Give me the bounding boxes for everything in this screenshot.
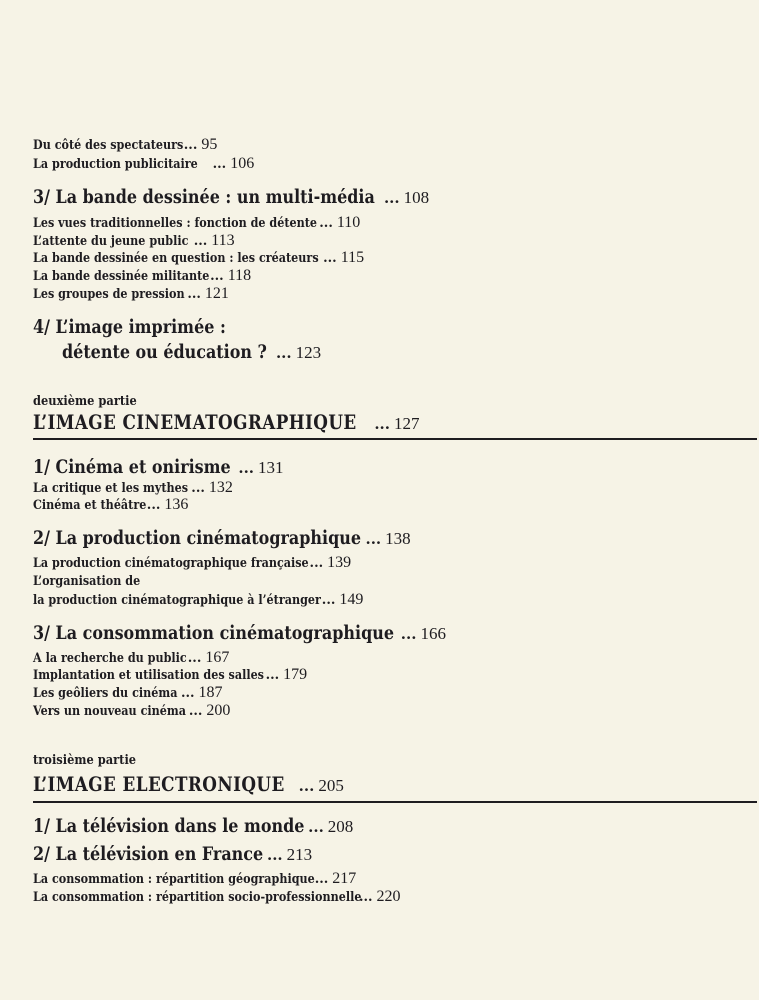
chapter-title: 2/ La télévision en France <box>33 843 264 865</box>
part-heading <box>33 410 419 434</box>
part-label-text: deuxième partie <box>33 394 137 409</box>
entry-title: Les groupes de pression <box>33 287 185 302</box>
page-number: 95 <box>201 136 218 153</box>
toc-entry <box>33 870 356 888</box>
page-number: 167 <box>205 649 230 666</box>
page-number: 136 <box>164 496 189 513</box>
toc-chapter <box>33 186 429 208</box>
leader-dots: ... <box>193 234 208 249</box>
section-divider <box>33 438 757 440</box>
entry-title: La critique et les mythes <box>33 481 189 496</box>
entry-title: L’attente du jeune public <box>33 234 189 249</box>
toc-chapter <box>33 843 312 865</box>
entry-title: Les geôliers du cinéma <box>33 686 178 701</box>
page-number: 118 <box>227 267 252 284</box>
toc-entry-line2 <box>33 591 363 609</box>
toc-entry <box>33 649 229 667</box>
entry-title: La production cinématographique française <box>33 556 309 571</box>
leader-dots: ... <box>212 157 227 172</box>
page-number: 138 <box>385 529 411 548</box>
toc-chapter <box>33 527 411 549</box>
leader-dots: ... <box>358 890 373 905</box>
leader-dots: ... <box>266 846 283 864</box>
toc-entry <box>33 684 223 702</box>
leader-dots: ... <box>321 593 336 608</box>
entry-title: Les vues traditionnelles : fonction de détente <box>33 216 318 231</box>
page-number: 205 <box>318 776 344 795</box>
entry-title: La consommation : répartition socio-professionnelle <box>33 890 362 905</box>
leader-dots: ... <box>309 556 324 571</box>
leader-dots: ... <box>383 189 400 207</box>
toc-chapter-continued <box>62 341 321 363</box>
toc-entry <box>33 479 233 497</box>
page-number: 123 <box>295 343 322 362</box>
chapter-title: 1/ La télévision dans le monde <box>33 815 305 837</box>
page-number: 200 <box>206 702 231 719</box>
page-number: 217 <box>332 870 357 887</box>
entry-title: La bande dessinée en question : les créateurs <box>33 251 319 266</box>
page-number: 115 <box>340 249 365 266</box>
page-number: 121 <box>204 285 229 302</box>
part-label <box>33 751 150 769</box>
toc-entry <box>33 554 351 572</box>
leader-dots: ... <box>187 651 202 666</box>
toc-entry <box>33 496 188 514</box>
entry-title: Cinéma et théâtre <box>33 498 147 513</box>
toc-entry <box>33 155 254 173</box>
chapter-title-line1: 4/ L’image imprimée : <box>33 316 226 338</box>
toc-entry <box>33 702 230 720</box>
chapter-title: 3/ La consommation cinématographique <box>33 622 395 644</box>
chapter-title: 2/ La production cinématographique <box>33 527 361 549</box>
entry-title: Implantation et utilisation des salles <box>33 668 264 683</box>
leader-dots: ... <box>188 704 203 719</box>
entry-title: La bande dessinée militante <box>33 269 210 284</box>
part-label-text: troisième partie <box>33 753 137 768</box>
entry-title: L’organisation de <box>33 574 141 589</box>
toc-entry <box>33 214 360 232</box>
page-number: 179 <box>283 666 308 683</box>
part-title: L’IMAGE CINEMATOGRAPHIQUE <box>33 410 357 434</box>
toc-entry <box>33 267 251 285</box>
leader-dots: ... <box>298 777 315 795</box>
leader-dots: ... <box>323 251 337 266</box>
leader-dots: ... <box>265 668 280 683</box>
entry-title: La consommation : répartition géographique <box>33 872 315 887</box>
leader-dots: ... <box>183 138 198 153</box>
page-number: 139 <box>327 554 352 571</box>
toc-entry <box>33 136 217 154</box>
leader-dots: ... <box>275 344 292 362</box>
leader-dots: ... <box>187 287 201 302</box>
leader-dots: ... <box>191 481 205 496</box>
entry-title: La production publicitaire <box>33 157 198 172</box>
page-number: 106 <box>230 155 255 172</box>
page-number: 166 <box>420 624 446 643</box>
leader-dots: ... <box>365 530 382 548</box>
page-number: 110 <box>336 214 361 231</box>
chapter-title-line2: détente ou éducation ? <box>62 341 267 363</box>
leader-dots: ... <box>308 818 324 836</box>
leader-dots: ... <box>238 459 255 477</box>
chapter-title: 3/ La bande dessinée : un multi-média <box>33 186 375 208</box>
leader-dots: ... <box>146 498 161 513</box>
leader-dots: ... <box>210 269 224 284</box>
entry-title: la production cinématographique à l’étranger <box>33 593 321 608</box>
toc-chapter <box>33 622 446 644</box>
toc-chapter <box>33 456 284 478</box>
toc-entry <box>33 888 401 906</box>
page-number: 208 <box>327 817 354 836</box>
part-title: L’IMAGE ELECTRONIQUE <box>33 772 285 796</box>
toc-entry <box>33 232 235 250</box>
page-number: 187 <box>198 684 223 701</box>
entry-title: Du côté des spectateurs <box>33 138 184 153</box>
page-number: 108 <box>403 188 430 207</box>
entry-title: A la recherche du public <box>33 651 187 666</box>
leader-dots: ... <box>319 216 333 231</box>
toc-entry-line1 <box>33 572 158 590</box>
entry-title: Vers un nouveau cinéma <box>33 704 186 719</box>
page-number: 131 <box>258 458 284 477</box>
part-label <box>33 392 151 410</box>
toc-entry <box>33 285 229 303</box>
leader-dots: ... <box>374 415 390 433</box>
page-number: 132 <box>208 479 233 496</box>
page-number: 127 <box>393 414 420 433</box>
page-number: 213 <box>286 845 313 864</box>
leader-dots: ... <box>400 625 417 643</box>
page-number: 113 <box>211 232 235 249</box>
leader-dots: ... <box>180 686 195 701</box>
section-divider <box>33 801 757 803</box>
toc-chapter <box>33 815 353 837</box>
page-number: 220 <box>376 888 401 905</box>
toc-entry <box>33 666 307 684</box>
toc-chapter <box>33 316 263 338</box>
leader-dots: ... <box>314 872 329 887</box>
chapter-title: 1/ Cinéma et onirisme <box>33 456 231 478</box>
toc-entry <box>33 249 364 267</box>
part-heading <box>33 772 344 796</box>
page-number: 149 <box>339 591 364 608</box>
